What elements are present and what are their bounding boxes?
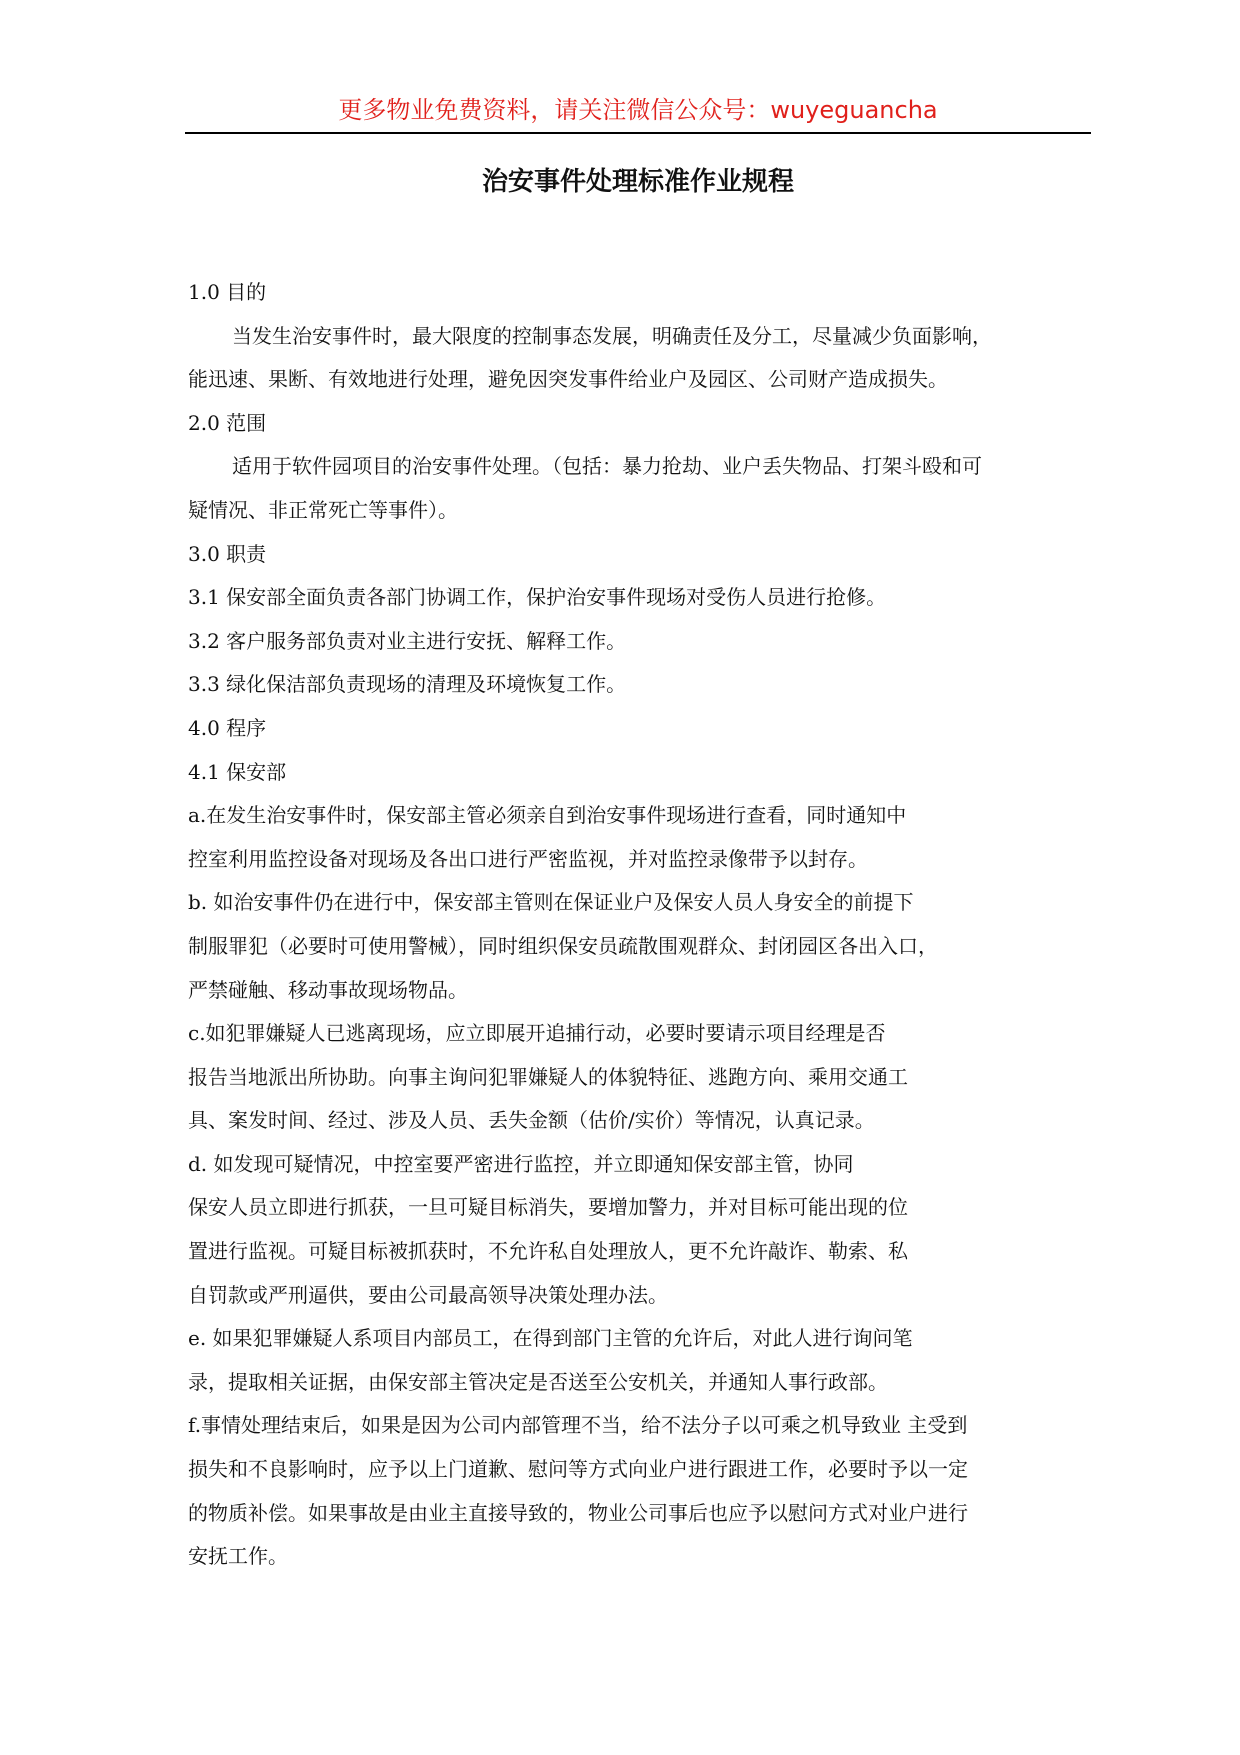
body-text-line: 2.0 范围 (188, 410, 267, 435)
body-text-line: 严禁碰触、移动事故现场物品。 (188, 977, 468, 1002)
body-text-line: 自罚款或严刑逼供，要由公司最高领导决策处理办法。 (188, 1282, 668, 1307)
body-text-line: 4.0 程序 (188, 715, 267, 740)
body-text-line: 安抚工作。 (188, 1544, 288, 1569)
document-body (188, 271, 1093, 1579)
body-text-line: 3.0 职责 (188, 541, 267, 566)
body-text-line: 制服罪犯（必要时可使用警械），同时组织保安员疏散围观群众、封闭园区各出入口， (188, 933, 938, 958)
body-text-line: 能迅速、果断、有效地进行处理，避免因突发事件给业户及园区、公司财产造成损失。 (188, 367, 948, 392)
body-text-line: a.在发生治安事件时，保安部主管必须亲自到治安事件现场进行查看，同时通知中 (188, 803, 907, 828)
body-text-line: d. 如发现可疑情况，中控室要严密进行监控，并立即通知保安部主管，协同 (188, 1151, 854, 1176)
body-text-line: 损失和不良影响时，应予以上门道歉、慰问等方式向业户进行跟进工作，必要时予以一定 (188, 1457, 968, 1482)
body-text-line: 3.2 客户服务部负责对业主进行安抚、解释工作。 (188, 628, 627, 653)
body-text-line: 疑情况、非正常死亡等事件）。 (188, 497, 458, 522)
body-text-line: 4.1 保安部 (188, 759, 287, 784)
body-text-line: 录，提取相关证据，由保安部主管决定是否送至公安机关，并通知人事行政部。 (188, 1369, 888, 1394)
body-text-line: 3.1 保安部全面负责各部门协调工作，保护治安事件现场对受伤人员进行抢修。 (188, 585, 887, 610)
body-text-line: e. 如果犯罪嫌疑人系项目内部员工，在得到部门主管的允许后，对此人进行询问笔 (188, 1326, 913, 1351)
header-divider (185, 132, 1091, 134)
body-text-line: 的物质补偿。如果事故是由业主直接导致的，物业公司事后也应予以慰问方式对业户进行 (188, 1500, 968, 1525)
body-text-line: 控室利用监控设备对现场及各出口进行严密监视，并对监控录像带予以封存。 (188, 846, 868, 871)
body-text-line: f.事情处理结束后，如果是因为公司内部管理不当，给不法分子以可乘之机导致业 主受到 (188, 1413, 968, 1438)
body-text-line: 具、案发时间、经过、涉及人员、丢失金额（估价/实价）等情况，认真记录。 (188, 1108, 875, 1133)
body-text-line: 3.3 绿化保洁部负责现场的清理及环境恢复工作。 (188, 672, 627, 697)
body-text-line: 保安人员立即进行抓获，一旦可疑目标消失，要增加警力，并对目标可能出现的位 (188, 1195, 908, 1220)
document-title: 治安事件处理标准作业规程 (481, 167, 794, 197)
header-banner: 更多物业免费资料，请关注微信公众号：wuyeguancha (338, 96, 938, 124)
body-text-line: 报告当地派出所协助。向事主询问犯罪嫌疑人的体貌特征、逃跑方向、乘用交通工 (188, 1064, 908, 1089)
body-text-line: c.如犯罪嫌疑人已逃离现场，应立即展开追捕行动，必要时要请示项目经理是否 (188, 1021, 886, 1046)
body-text-line: 当发生治安事件时，最大限度的控制事态发展，明确责任及分工，尽量减少负面影响， (232, 323, 992, 348)
body-text-line: 1.0 目的 (188, 280, 267, 304)
body-text-line: 适用于软件园项目的治安事件处理。（包括：暴力抢劫、业户丢失物品、打架斗殴和可 (232, 454, 982, 479)
body-text-line: 置进行监视。可疑目标被抓获时，不允许私自处理放人，更不允许敲诈、勒索、私 (188, 1239, 908, 1264)
body-text-line: b. 如治安事件仍在进行中，保安部主管则在保证业户及保安人员人身安全的前提下 (188, 890, 914, 915)
